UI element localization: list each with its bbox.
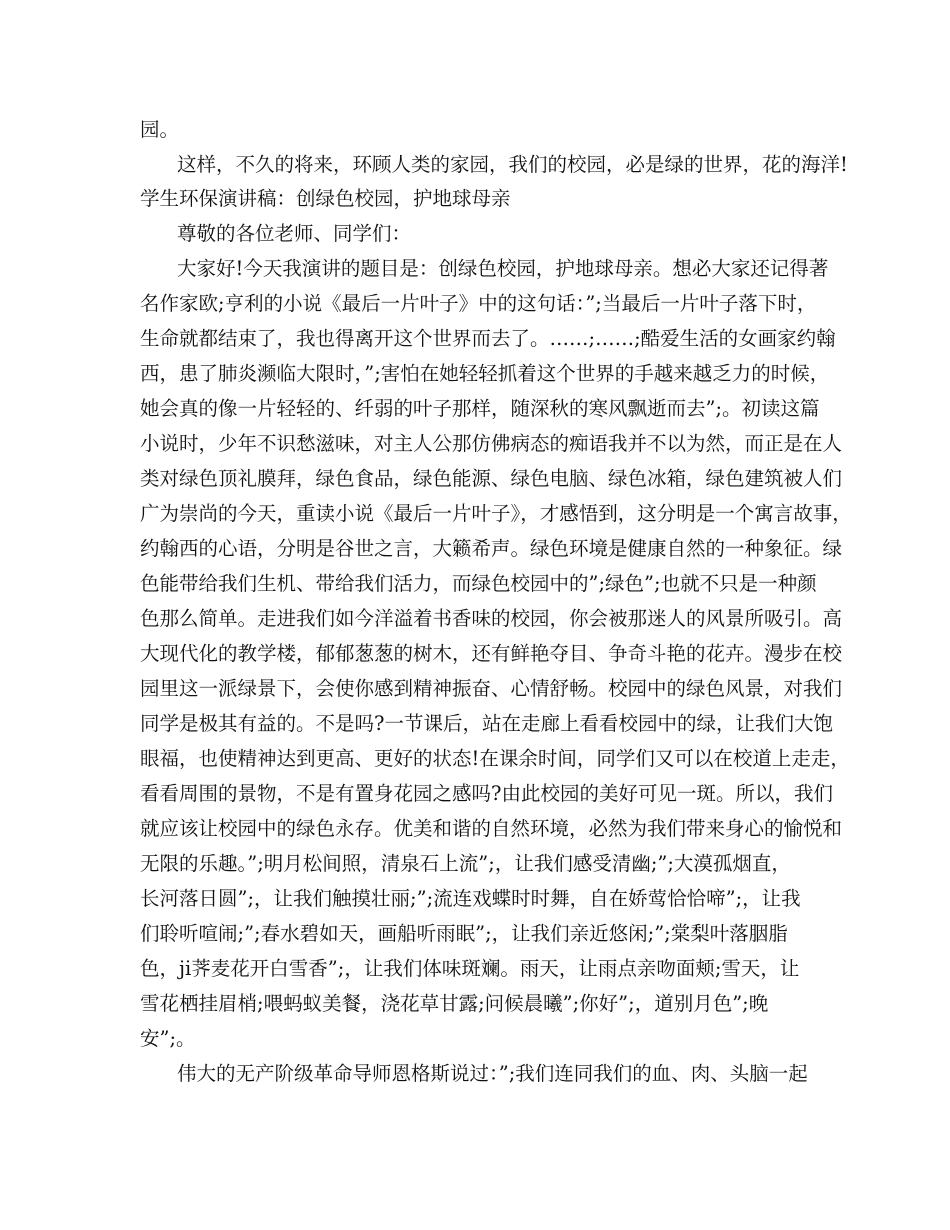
text-line: 无限的乐趣。”;明月松间照，清泉石上流”;，让我们感受清幽;”;大漠孤烟直， <box>140 852 791 875</box>
text-line: 眼福，也使精神达到更高、更好的状态!在课余时间，同学们又可以在校道上走走， <box>140 747 850 770</box>
text-line: 西，患了肺炎濒临大限时，”;害怕在她轻轻抓着这个世界的手越来越乏力的时候， <box>140 362 830 385</box>
text-line: 色那么简单。走进我们如今洋溢着书香味的校园，你会被那迷人的风景所吸引。高 <box>140 607 843 630</box>
salutation: 尊敬的各位老师、同学们： <box>177 222 412 245</box>
text-line: 大现代化的教学楼，郁郁葱葱的树木，还有鲜艳夺目、争奇斗艳的花卉。漫步在校 <box>140 642 843 665</box>
text-line: 们聆听喧闹;”;春水碧如天，画船听雨眠”;，让我们亲近悠闲;”;棠梨叶落胭脂 <box>140 922 788 945</box>
text-line: 她会真的像一片轻轻的、纤弱的叶子那样，随深秋的寒风飘逝而去”;。初读这篇 <box>140 397 820 420</box>
text-line: 园。 <box>140 118 180 141</box>
text-line: 伟大的无产阶级革命导师恩格斯说过：”;我们连同我们的血、肉、头脑一起 <box>177 1062 808 1085</box>
text-line: 色能带给我们生机、带给我们活力，而绿色校园中的”;绿色”;也就不只是一种颜 <box>140 572 817 595</box>
section-title: 学生环保演讲稿：创绿色校园，护地球母亲 <box>140 187 511 210</box>
text-line: 色，ji荠麦花开白雪香”;，让我们体味斑斓。雨天，让雨点亲吻面颊;雪天，让 <box>140 957 800 980</box>
text-line: 小说时，少年不识愁滋味，对主人公那仿佛病态的痴语我并不以为然，而正是在人 <box>140 432 843 455</box>
text-line: 园里这一派绿景下，会使你感到精神振奋、心情舒畅。校园中的绿色风景，对我们 <box>140 677 843 700</box>
text-line: 大家好!今天我演讲的题目是：创绿色校园，护地球母亲。想必大家还记得著 <box>177 257 829 280</box>
text-line: 同学是极其有益的。不是吗?一节课后，站在走廊上看看校园中的绿，让我们大饱 <box>140 712 833 735</box>
text-line: 广为崇尚的今天，重读小说《最后一片叶子》，才感悟到，这分明是一个寓言故事， <box>140 502 852 525</box>
text-line: 这样，不久的将来，环顾人类的家园，我们的校园，必是绿的世界，花的海洋! <box>177 153 848 176</box>
text-line: 雪花栖挂眉梢;喂蚂蚁美餐，浇花草甘露;问候晨曦”;你好”;，道别月色”;晚 <box>140 992 769 1015</box>
text-line: 名作家欧;亨利的小说《最后一片叶子》中的这句话：”;当最后一片叶子落下时， <box>140 292 817 315</box>
text-line: 看看周围的景物，不是有置身花园之感吗?由此校园的美好可见一斑。所以，我们 <box>140 782 833 805</box>
text-line: 安”;。 <box>140 1027 196 1050</box>
text-line: 约翰西的心语，分明是谷世之言，大籁希声。绿色环境是健康自然的一种象征。绿 <box>140 537 843 560</box>
text-line: 长河落日圆”;，让我们触摸壮丽;”;流连戏蝶时时舞，自在娇莺恰恰啼”;，让我 <box>140 887 801 910</box>
text-line: 就应该让校园中的绿色永存。优美和谐的自然环境，必然为我们带来身心的愉悦和 <box>140 817 843 840</box>
text-line: 生命就都结束了，我也得离开这个世界而去了。……;……;酷爱生活的女画家约翰 <box>140 327 836 350</box>
text-line: 类对绿色顶礼膜拜，绿色食品，绿色能源、绿色电脑、绿色冰箱，绿色建筑被人们 <box>140 467 843 490</box>
